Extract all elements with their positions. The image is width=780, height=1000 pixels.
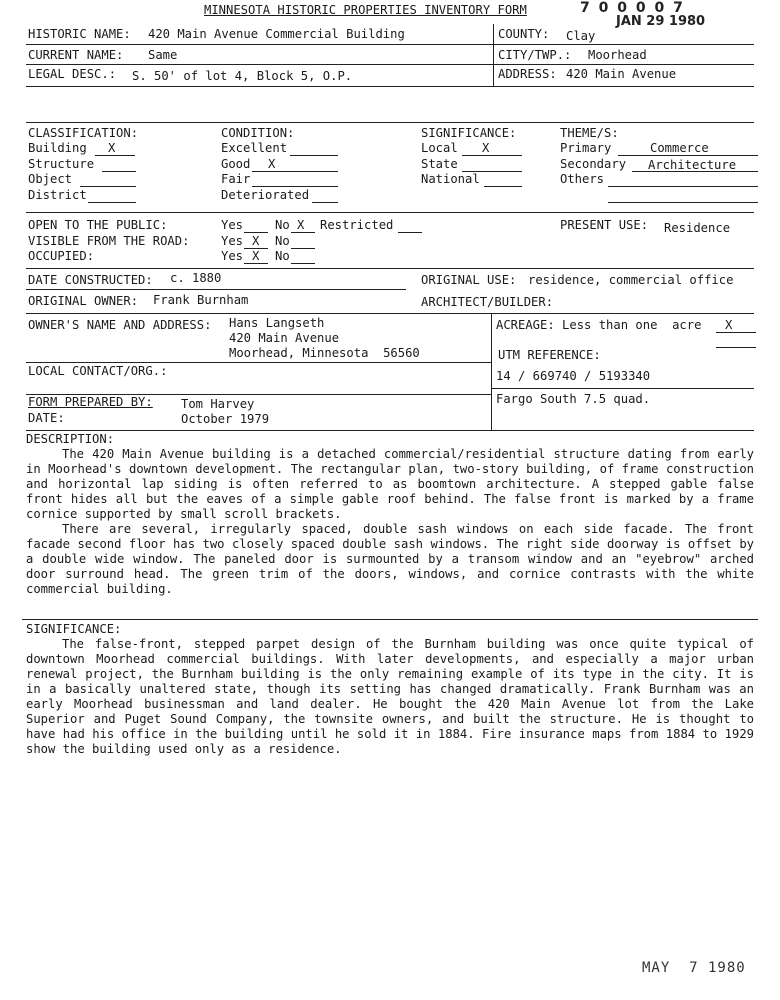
theme-heading: THEME/S: <box>560 126 619 140</box>
present-use-label: PRESENT USE: <box>560 218 649 232</box>
rule-significance-top <box>22 619 758 620</box>
open-public-label: OPEN TO THE PUBLIC: <box>28 218 168 232</box>
form-date-value: October 1979 <box>181 412 270 426</box>
classification-building: Building <box>28 141 87 155</box>
original-use-label: ORIGINAL USE: <box>421 273 517 287</box>
classification-structure: Structure <box>28 157 95 171</box>
condition-excellent: Excellent <box>221 141 288 155</box>
condition-fair: Fair <box>221 172 251 186</box>
rule-utm-bottom <box>491 388 754 389</box>
good-blank <box>252 171 338 172</box>
visible-road-label: VISIBLE FROM THE ROAD: <box>28 234 190 248</box>
stamp-scribble: 7 0 0 0 0 7 <box>580 0 685 16</box>
good-mark: X <box>268 157 276 171</box>
rule-owner-block-bottom <box>26 430 754 431</box>
open-restricted: Restricted <box>320 218 394 232</box>
occupied-yes: Yes <box>221 249 244 263</box>
description-paragraph-1: The 420 Main Avenue building is a detached commercial/residential structure dating from early in Moorhead's downtown development. The rectangular plan, two-story building, of frame construction and horizontal lap siding is often referred to as boomtown architecture. A stepped gable false front hides all but the eaves of a simple gable roof behind. The false front is marked by a frame cornice supported by small scroll brackets. <box>26 447 754 521</box>
classification-heading: CLASSIFICATION: <box>28 126 139 140</box>
local-mark: X <box>482 141 490 155</box>
rule-classification-top <box>26 122 754 123</box>
theme-secondary-label: Secondary <box>560 157 627 171</box>
architect-label: ARCHITECT/BUILDER: <box>421 295 554 309</box>
others-blank-2 <box>608 202 758 203</box>
original-use-value: residence, commercial office <box>528 273 734 287</box>
utm-value: 14 / 669740 / 5193340 <box>496 369 651 383</box>
classification-district: District <box>28 188 87 202</box>
county-label: COUNTY: <box>498 27 550 41</box>
condition-heading: CONDITION: <box>221 126 295 140</box>
present-use-value: Residence <box>664 221 731 235</box>
open-yes-blank <box>244 232 268 233</box>
legal-desc-value: S. 50' of lot 4, Block 5, O.P. <box>132 69 353 83</box>
current-name-label: CURRENT NAME: <box>28 48 124 62</box>
visible-no: No <box>275 234 290 248</box>
acreage-blank-2 <box>716 347 756 348</box>
theme-primary-label: Primary <box>560 141 612 155</box>
theme-others-label: Others <box>560 172 605 186</box>
form-prepared-value: Tom Harvey <box>181 397 255 411</box>
original-owner-label: ORIGINAL OWNER: <box>28 294 139 308</box>
visible-yes-mark: X <box>252 234 260 248</box>
description-body <box>26 447 754 597</box>
significance-local: Local <box>421 141 458 155</box>
current-name-value: Same <box>148 48 178 62</box>
legal-desc-label: LEGAL DESC.: <box>28 67 117 81</box>
structure-blank <box>102 171 136 172</box>
local-blank <box>462 155 522 156</box>
historic-name-value: 420 Main Avenue Commercial Building <box>148 27 405 41</box>
form-date-label: DATE: <box>28 411 65 425</box>
owner-address-label: OWNER'S NAME AND ADDRESS: <box>28 318 212 332</box>
significance-national: National <box>421 172 480 186</box>
utm-label: UTM REFERENCE: <box>498 348 601 362</box>
rule-row-2 <box>26 64 754 65</box>
condition-good: Good <box>221 157 251 171</box>
description-paragraph-2: There are several, irregularly spaced, double sash windows on each side facade. The front facade second floor has two closely spaced double sash windows. The right side doorway is offset by a double wide window. The paneled door is surmounted by a transom window and an "eyebrow" arched door surround head. The green trim of the doors, windows, and cornice contrasts with the white commercial building. <box>26 522 754 596</box>
owner-city-line: Moorhead, Minnesota 56560 <box>229 346 420 360</box>
address-value: 420 Main Avenue <box>566 67 677 81</box>
restricted-blank <box>398 232 422 233</box>
visible-no-blank <box>291 248 315 249</box>
description-heading: DESCRIPTION: <box>26 432 115 446</box>
visible-yes: Yes <box>221 234 244 248</box>
rule-row-1 <box>26 44 754 45</box>
date-constructed-value: c. 1880 <box>170 271 222 285</box>
rule-row-3 <box>26 86 754 87</box>
rule-classification-bottom <box>26 212 754 213</box>
occupied-no: No <box>275 249 290 263</box>
condition-deteriorated: Deteriorated <box>221 188 310 202</box>
significance-level-heading: SIGNIFICANCE: <box>421 126 517 140</box>
district-blank <box>88 202 136 203</box>
original-owner-value: Frank Burnham <box>153 293 249 307</box>
owner-acreage-divider <box>491 313 492 430</box>
rule-history-bottom <box>26 313 754 314</box>
fair-blank <box>252 186 338 187</box>
significance-paragraph-1: The false-front, stepped parpet design of the Burnham building was once quite typical of downtown Moorhead commercial buildings. With later developments, and especially a major urban renewal project, the Burnham building is the only remaining example of its type in the city. It is in a basically unaltered state, though its setting has changed dramatically. Frank Burnham was an early Moorhead businessman and land dealer. He bought the 420 Main Avenue lot from the Lake Superior and Puget Sound Company, the townsite owners, and built the structure. He is thought to have had his office in the building until he sold it in 1884. Fire insurance maps from 1884 to 1929 show the building used only as a residence. <box>26 637 754 756</box>
city-label: CITY/TWP.: <box>498 48 572 62</box>
excellent-blank <box>290 155 338 156</box>
significance-body <box>26 637 754 757</box>
local-contact-label: LOCAL CONTACT/ORG.: <box>28 364 168 378</box>
footer-date-stamp: MAY 7 1980 <box>642 960 746 976</box>
theme-primary-value: Commerce <box>650 141 709 155</box>
historic-name-label: HISTORIC NAME: <box>28 27 131 41</box>
open-no-mark: X <box>297 218 305 232</box>
city-value: Moorhead <box>588 48 647 62</box>
significance-state: State <box>421 157 458 171</box>
acreage-label: ACREAGE: Less than one acre <box>496 318 702 332</box>
theme-secondary-value: Architecture <box>648 158 737 172</box>
owner-street-line: 420 Main Avenue <box>229 331 340 345</box>
deteriorated-blank <box>312 202 338 203</box>
county-value: Clay <box>566 29 596 43</box>
occupied-label: OCCUPIED: <box>28 249 95 263</box>
rule-owner-bottom <box>26 362 491 363</box>
building-mark: X <box>108 141 116 155</box>
form-title: MINNESOTA HISTORIC PROPERTIES INVENTORY FORM <box>204 3 527 17</box>
occupied-no-blank <box>291 263 315 264</box>
open-no: No <box>275 218 290 232</box>
acreage-mark: X <box>725 318 733 332</box>
significance-heading: SIGNIFICANCE: <box>26 622 122 636</box>
others-blank-1 <box>608 186 758 187</box>
address-label: ADDRESS: <box>498 67 557 81</box>
owner-name-line: Hans Langseth <box>229 316 325 330</box>
rule-access-bottom <box>26 268 754 269</box>
quad-value: Fargo South 7.5 quad. <box>496 392 651 406</box>
open-yes: Yes <box>221 218 244 232</box>
form-prepared-label: FORM PREPARED BY: <box>28 395 153 409</box>
rule-date-underline <box>26 289 406 290</box>
identity-divider <box>493 24 494 86</box>
acreage-blank <box>716 332 756 333</box>
classification-object: Object <box>28 172 73 186</box>
national-blank <box>484 186 522 187</box>
object-blank <box>80 186 136 187</box>
date-constructed-label: DATE CONSTRUCTED: <box>28 273 153 287</box>
occupied-yes-mark: X <box>252 249 260 263</box>
received-date-stamp: JAN 29 1980 <box>616 14 706 29</box>
